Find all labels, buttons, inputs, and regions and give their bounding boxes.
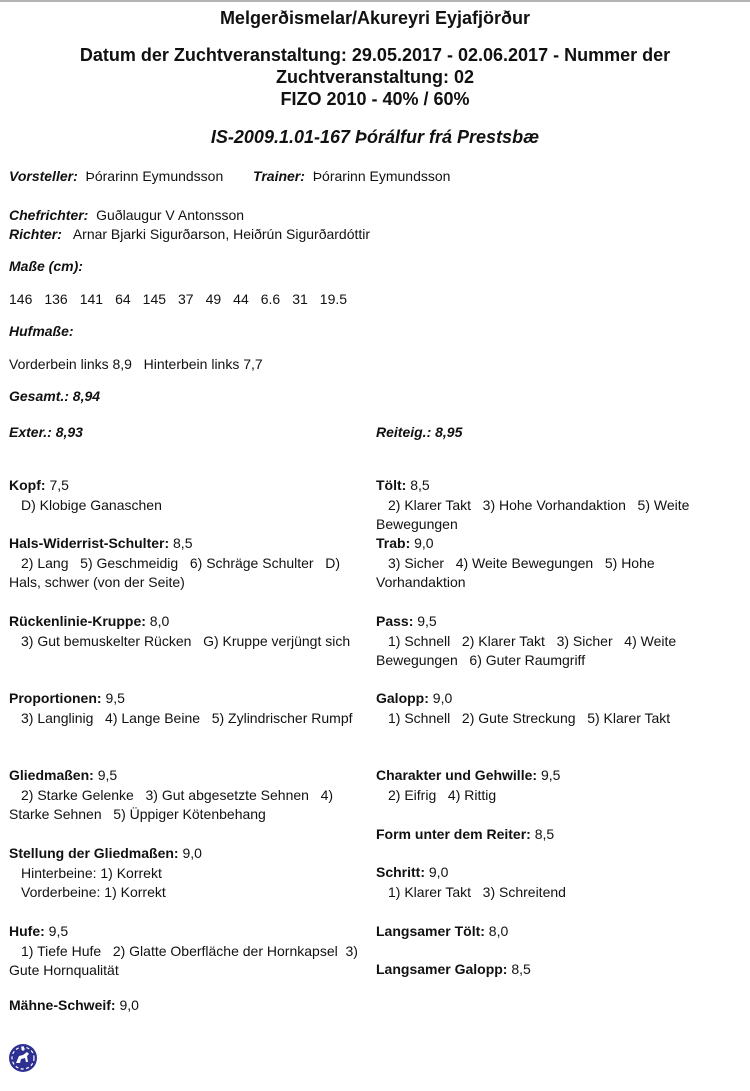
trait-description: 2) Eifrig 4) Rittig bbox=[388, 786, 497, 803]
event-line: Datum der Zuchtveranstaltung: 29.05.2017 - 02.06.2017 - Nummer der Zuchtveranstaltung: 02 bbox=[79, 45, 671, 87]
trait-description: Hinterbeine: 1) Korrekt bbox=[21, 864, 162, 881]
score-heading bbox=[9, 612, 373, 632]
score-item bbox=[376, 766, 726, 805]
trait-score: 9,0 bbox=[414, 535, 434, 551]
trait-score: 9,5 bbox=[540, 767, 561, 783]
score-heading bbox=[376, 476, 726, 496]
trait-name: Langsamer Galopp: bbox=[376, 961, 508, 977]
trait-name: Form unter dem Reiter: bbox=[376, 826, 531, 842]
trait-score: 9,0 bbox=[119, 997, 139, 1013]
trait-name: Stellung der Gliedmaßen: bbox=[9, 845, 179, 861]
trait-name: Hals-Widerrist-Schulter: bbox=[9, 535, 170, 551]
trait-description: 3) Gut bemuskelter Rücken G) Kruppe verjüngt sich bbox=[21, 632, 351, 649]
trait-name: Schritt: bbox=[376, 864, 425, 880]
trait-score: 8,5 bbox=[173, 535, 193, 551]
trait-name: Langsamer Tölt: bbox=[376, 923, 485, 939]
chefrichter-label: Chefrichter: bbox=[9, 207, 89, 223]
hoof-values: Vorderbein links 8,9 Hinterbein links 7,7 bbox=[9, 356, 263, 372]
judging-system: FIZO 2010 - 40% / 60% bbox=[280, 89, 470, 109]
trait-name: Gliedmaßen: bbox=[9, 767, 94, 783]
trait-description: 3) Sicher 4) Weite Bewegungen 5) Hohe Vorhandaktion bbox=[376, 554, 659, 590]
vorsteller-value: Þórarinn Eymundsson bbox=[85, 168, 224, 184]
trait-name: Rückenlinie-Kruppe: bbox=[9, 613, 146, 629]
measurements-values bbox=[9, 291, 359, 307]
trait-score: 9,5 bbox=[417, 613, 437, 629]
score-item bbox=[9, 534, 373, 593]
trait-name: Proportionen: bbox=[9, 690, 102, 706]
horse-seal-icon bbox=[8, 1043, 38, 1073]
measurement-value: 141 bbox=[79, 291, 104, 307]
trainer-value: Þórarinn Eymundsson bbox=[312, 168, 451, 184]
richter-value: Arnar Bjarki Sigurðarson, Heiðrún Sigurðardóttir bbox=[72, 226, 371, 242]
score-item bbox=[9, 689, 373, 728]
trait-description: 2) Lang 5) Geschmeidig 6) Schräge Schulter D) Hals, schwer (von der Seite) bbox=[9, 554, 344, 590]
measurement-value: 49 bbox=[205, 291, 222, 307]
measurement-value: 37 bbox=[178, 291, 194, 307]
score-item bbox=[376, 863, 726, 902]
trait-score: 9,0 bbox=[428, 864, 449, 880]
trait-score: 8,5 bbox=[410, 477, 430, 493]
trait-name: Hufe: bbox=[9, 923, 45, 939]
trait-score: 9,5 bbox=[105, 690, 125, 706]
event-place: Melgerðismelar/Akureyri Eyjafjörður bbox=[219, 8, 531, 28]
rider-trainer-line bbox=[9, 168, 450, 184]
score-item bbox=[376, 689, 726, 728]
score-heading bbox=[9, 476, 373, 496]
score-heading bbox=[376, 863, 726, 883]
score-heading bbox=[376, 612, 726, 632]
vorsteller-label: Vorsteller: bbox=[9, 168, 78, 184]
trait-description: 1) Schnell 2) Klarer Takt 3) Sicher 4) Weite Bewegungen 6) Guter Raumgriff bbox=[376, 632, 681, 668]
trait-name: Pass: bbox=[376, 613, 414, 629]
trait-description: 1) Schnell 2) Gute Streckung 5) Klarer Takt bbox=[388, 709, 671, 726]
score-heading bbox=[376, 960, 726, 980]
score-heading bbox=[9, 922, 373, 942]
trait-name: Tölt: bbox=[376, 477, 407, 493]
score-item bbox=[9, 922, 373, 981]
score-item bbox=[376, 960, 726, 980]
measurement-value: 44 bbox=[233, 291, 249, 307]
score-item bbox=[376, 534, 726, 593]
total-score: Gesamt.: 8,94 bbox=[9, 388, 101, 404]
score-heading bbox=[9, 996, 373, 1016]
richter-label: Richter: bbox=[9, 226, 62, 242]
trait-score: 9,5 bbox=[97, 767, 118, 783]
score-heading bbox=[9, 534, 373, 554]
top-divider bbox=[0, 0, 750, 2]
measurement-value: 146 bbox=[9, 291, 33, 307]
trait-score: 7,5 bbox=[49, 477, 69, 493]
trait-score: 8,0 bbox=[488, 923, 509, 939]
chief-judge-line bbox=[9, 207, 244, 223]
trait-score: 9,5 bbox=[48, 923, 69, 939]
measurement-value: 31 bbox=[292, 291, 308, 307]
score-heading bbox=[376, 689, 726, 709]
trait-name: Mähne-Schweif: bbox=[9, 997, 116, 1013]
measurement-value: 64 bbox=[115, 291, 131, 307]
horse-title: IS-2009.1.01-167 Þórálfur frá Prestsbæ bbox=[210, 127, 540, 147]
trait-name: Kopf: bbox=[9, 477, 46, 493]
score-heading bbox=[9, 689, 373, 709]
score-heading bbox=[376, 766, 726, 786]
trait-name: Trab: bbox=[376, 535, 411, 551]
score-heading bbox=[9, 844, 373, 864]
event-info bbox=[40, 44, 710, 110]
score-item bbox=[9, 766, 373, 825]
score-item bbox=[9, 996, 373, 1016]
score-item bbox=[376, 825, 726, 845]
measurement-value: 136 bbox=[44, 291, 68, 307]
trait-name: Charakter und Gehwille: bbox=[376, 767, 538, 783]
trainer-label: Trainer: bbox=[253, 168, 305, 184]
trait-score: 9,0 bbox=[432, 690, 453, 706]
trait-description: 2) Starke Gelenke 3) Gut abgesetzte Sehnen 4) Starke Sehnen 5) Üppiger Kötenbehang bbox=[9, 786, 337, 822]
hoof-label: Hufmaße: bbox=[9, 323, 74, 339]
chefrichter-value: Guðlaugur V Antonsson bbox=[96, 207, 245, 223]
conformation-score: Exter.: 8,93 bbox=[9, 424, 83, 440]
score-item bbox=[9, 476, 373, 515]
trait-score: 8,5 bbox=[534, 826, 555, 842]
trait-description: 2) Klarer Takt 3) Hohe Vorhandaktion 5) Weite Bewegungen bbox=[376, 496, 694, 532]
score-item bbox=[9, 612, 373, 651]
score-item bbox=[9, 844, 373, 903]
judges-line bbox=[9, 226, 370, 242]
trait-score: 8,0 bbox=[149, 613, 170, 629]
score-heading bbox=[376, 825, 726, 845]
ridden-score: Reiteig.: 8,95 bbox=[376, 424, 463, 440]
trait-score: 9,0 bbox=[182, 845, 202, 861]
measurement-value: 19.5 bbox=[319, 291, 348, 307]
score-heading bbox=[376, 922, 726, 942]
trait-description: 1) Klarer Takt 3) Schreitend bbox=[388, 883, 566, 900]
trait-description: D) Klobige Ganaschen bbox=[21, 496, 162, 513]
measurement-value: 145 bbox=[142, 291, 167, 307]
score-item bbox=[376, 476, 726, 535]
trait-description: Vorderbeine: 1) Korrekt bbox=[21, 884, 166, 900]
trait-score: 8,5 bbox=[511, 961, 531, 977]
score-item bbox=[376, 612, 726, 671]
measurement-value: 6.6 bbox=[260, 291, 281, 307]
trait-description: 1) Tiefe Hufe 2) Glatte Oberfläche der Hornkapsel 3) Gute Hornqualität bbox=[9, 942, 362, 978]
measurements-label: Maße (cm): bbox=[9, 258, 83, 274]
trait-description: 3) Langlinig 4) Lange Beine 5) Zylindrischer Rumpf bbox=[21, 709, 353, 726]
score-heading bbox=[376, 534, 726, 554]
trait-name: Galopp: bbox=[376, 690, 429, 706]
score-item bbox=[376, 922, 726, 942]
score-heading bbox=[9, 766, 373, 786]
